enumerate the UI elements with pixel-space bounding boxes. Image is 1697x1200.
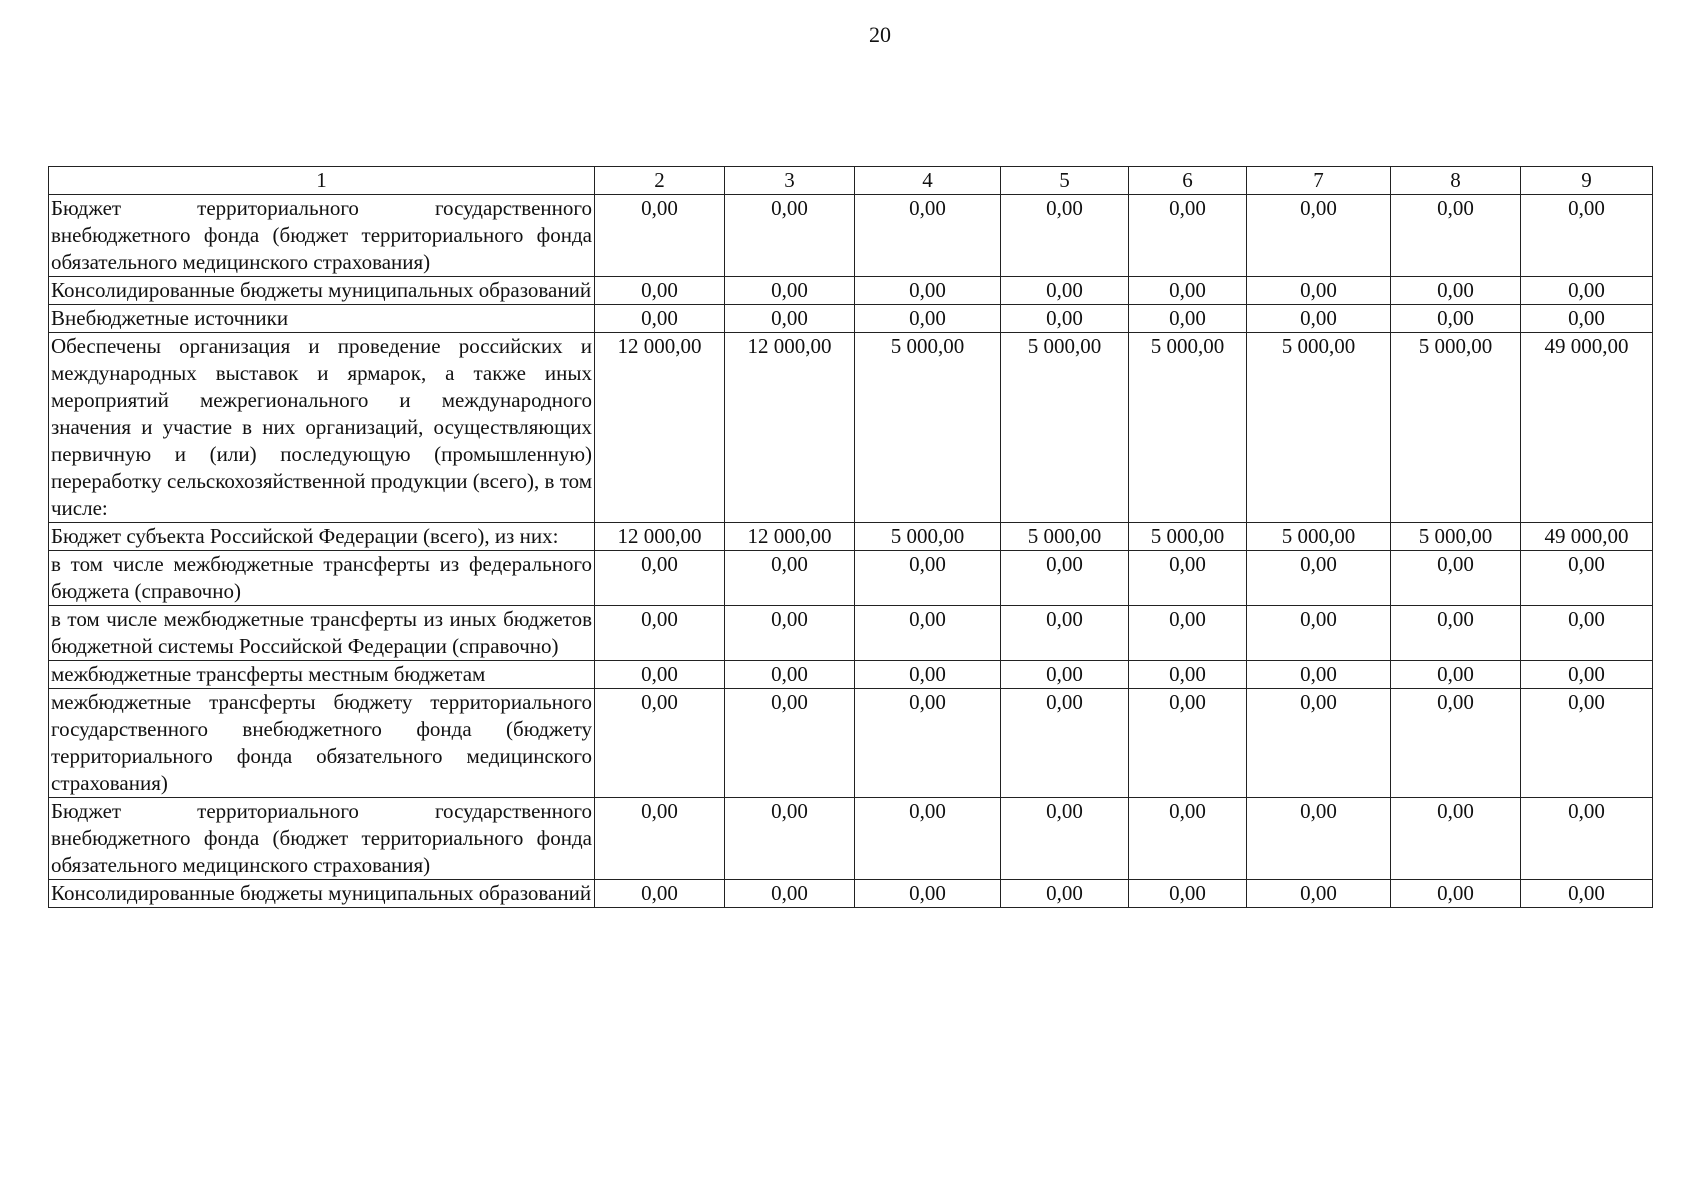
value-cell-col-2: 0,00 xyxy=(595,689,725,798)
table-row xyxy=(49,689,1653,798)
value-cell-col-6: 0,00 xyxy=(1129,661,1247,689)
value-cell-col-5: 0,00 xyxy=(1001,689,1129,798)
value-cell-col-9: 0,00 xyxy=(1521,305,1653,333)
table-body xyxy=(49,195,1653,908)
value-cell-col-8: 0,00 xyxy=(1391,277,1521,305)
value-cell-col-8: 0,00 xyxy=(1391,195,1521,277)
value-cell-col-3: 0,00 xyxy=(725,661,855,689)
row-label: Бюджет субъекта Российской Федерации (всего), из них: xyxy=(49,523,595,551)
column-header-1: 1 xyxy=(49,167,595,195)
column-header-2: 2 xyxy=(595,167,725,195)
table-row xyxy=(49,523,1653,551)
value-cell-col-6: 0,00 xyxy=(1129,551,1247,606)
value-cell-col-4: 5 000,00 xyxy=(855,333,1001,523)
value-cell-col-3: 0,00 xyxy=(725,689,855,798)
table-header-row xyxy=(49,167,1653,195)
table-row xyxy=(49,606,1653,661)
value-cell-col-5: 0,00 xyxy=(1001,606,1129,661)
table-row xyxy=(49,880,1653,908)
value-cell-col-5: 0,00 xyxy=(1001,277,1129,305)
row-label: в том числе межбюджетные трансферты из федерального бюджета (справочно) xyxy=(49,551,595,606)
budget-table xyxy=(48,166,1653,908)
page-number: 20 xyxy=(869,22,891,47)
value-cell-col-9: 49 000,00 xyxy=(1521,333,1653,523)
value-cell-col-4: 0,00 xyxy=(855,195,1001,277)
value-cell-col-6: 5 000,00 xyxy=(1129,523,1247,551)
value-cell-col-9: 0,00 xyxy=(1521,880,1653,908)
value-cell-col-7: 0,00 xyxy=(1247,880,1391,908)
value-cell-col-8: 0,00 xyxy=(1391,606,1521,661)
value-cell-col-3: 12 000,00 xyxy=(725,333,855,523)
value-cell-col-2: 0,00 xyxy=(595,195,725,277)
row-label: Обеспечены организация и проведение российских и международных выставок и ярмарок, а также иных мероприятий межрегионального и международного значения и участие в них организаций, осуществляющих первичную и (или) последующую (промышленную) переработку сельскохозяйственной продукции (всего), в том числе: xyxy=(49,333,595,523)
value-cell-col-9: 0,00 xyxy=(1521,551,1653,606)
value-cell-col-2: 0,00 xyxy=(595,606,725,661)
value-cell-col-3: 0,00 xyxy=(725,551,855,606)
table-row xyxy=(49,798,1653,880)
value-cell-col-3: 0,00 xyxy=(725,195,855,277)
value-cell-col-7: 0,00 xyxy=(1247,661,1391,689)
value-cell-col-7: 0,00 xyxy=(1247,689,1391,798)
value-cell-col-6: 0,00 xyxy=(1129,689,1247,798)
column-header-8: 8 xyxy=(1391,167,1521,195)
column-header-3: 3 xyxy=(725,167,855,195)
value-cell-col-6: 5 000,00 xyxy=(1129,333,1247,523)
value-cell-col-9: 0,00 xyxy=(1521,195,1653,277)
value-cell-col-9: 0,00 xyxy=(1521,277,1653,305)
value-cell-col-4: 0,00 xyxy=(855,305,1001,333)
value-cell-col-8: 5 000,00 xyxy=(1391,333,1521,523)
value-cell-col-5: 0,00 xyxy=(1001,551,1129,606)
column-header-6: 6 xyxy=(1129,167,1247,195)
table-row xyxy=(49,661,1653,689)
value-cell-col-6: 0,00 xyxy=(1129,305,1247,333)
value-cell-col-7: 5 000,00 xyxy=(1247,523,1391,551)
value-cell-col-8: 0,00 xyxy=(1391,689,1521,798)
value-cell-col-3: 0,00 xyxy=(725,305,855,333)
value-cell-col-7: 0,00 xyxy=(1247,195,1391,277)
value-cell-col-3: 0,00 xyxy=(725,277,855,305)
value-cell-col-8: 0,00 xyxy=(1391,305,1521,333)
column-header-4: 4 xyxy=(855,167,1001,195)
value-cell-col-2: 0,00 xyxy=(595,798,725,880)
value-cell-col-2: 0,00 xyxy=(595,661,725,689)
value-cell-col-5: 0,00 xyxy=(1001,880,1129,908)
value-cell-col-3: 0,00 xyxy=(725,880,855,908)
value-cell-col-8: 0,00 xyxy=(1391,551,1521,606)
value-cell-col-2: 0,00 xyxy=(595,880,725,908)
value-cell-col-7: 0,00 xyxy=(1247,606,1391,661)
value-cell-col-5: 5 000,00 xyxy=(1001,333,1129,523)
value-cell-col-4: 0,00 xyxy=(855,798,1001,880)
row-label: Консолидированные бюджеты муниципальных образований xyxy=(49,277,595,305)
value-cell-col-3: 0,00 xyxy=(725,606,855,661)
value-cell-col-4: 5 000,00 xyxy=(855,523,1001,551)
value-cell-col-8: 0,00 xyxy=(1391,880,1521,908)
value-cell-col-9: 0,00 xyxy=(1521,689,1653,798)
column-header-9: 9 xyxy=(1521,167,1653,195)
value-cell-col-7: 0,00 xyxy=(1247,277,1391,305)
value-cell-col-2: 0,00 xyxy=(595,305,725,333)
column-header-7: 7 xyxy=(1247,167,1391,195)
table-row xyxy=(49,277,1653,305)
value-cell-col-2: 12 000,00 xyxy=(595,333,725,523)
value-cell-col-2: 12 000,00 xyxy=(595,523,725,551)
row-label: Внебюджетные источники xyxy=(49,305,595,333)
value-cell-col-3: 12 000,00 xyxy=(725,523,855,551)
value-cell-col-2: 0,00 xyxy=(595,551,725,606)
value-cell-col-8: 5 000,00 xyxy=(1391,523,1521,551)
value-cell-col-3: 0,00 xyxy=(725,798,855,880)
table-row xyxy=(49,551,1653,606)
value-cell-col-8: 0,00 xyxy=(1391,661,1521,689)
row-label: Консолидированные бюджеты муниципальных образований xyxy=(49,880,595,908)
value-cell-col-6: 0,00 xyxy=(1129,195,1247,277)
value-cell-col-8: 0,00 xyxy=(1391,798,1521,880)
value-cell-col-6: 0,00 xyxy=(1129,798,1247,880)
table-row xyxy=(49,305,1653,333)
value-cell-col-7: 0,00 xyxy=(1247,798,1391,880)
value-cell-col-9: 0,00 xyxy=(1521,661,1653,689)
value-cell-col-7: 0,00 xyxy=(1247,551,1391,606)
value-cell-col-5: 0,00 xyxy=(1001,798,1129,880)
table-row xyxy=(49,195,1653,277)
value-cell-col-7: 5 000,00 xyxy=(1247,333,1391,523)
value-cell-col-4: 0,00 xyxy=(855,689,1001,798)
value-cell-col-5: 0,00 xyxy=(1001,661,1129,689)
value-cell-col-9: 49 000,00 xyxy=(1521,523,1653,551)
value-cell-col-2: 0,00 xyxy=(595,277,725,305)
value-cell-col-5: 5 000,00 xyxy=(1001,523,1129,551)
row-label: межбюджетные трансферты местным бюджетам xyxy=(49,661,595,689)
value-cell-col-6: 0,00 xyxy=(1129,277,1247,305)
value-cell-col-4: 0,00 xyxy=(855,551,1001,606)
value-cell-col-4: 0,00 xyxy=(855,661,1001,689)
row-label: Бюджет территориального государственного внебюджетного фонда (бюджет территориального фонда обязательного медицинского страхования) xyxy=(49,798,595,880)
value-cell-col-9: 0,00 xyxy=(1521,606,1653,661)
value-cell-col-6: 0,00 xyxy=(1129,880,1247,908)
value-cell-col-4: 0,00 xyxy=(855,277,1001,305)
value-cell-col-4: 0,00 xyxy=(855,880,1001,908)
value-cell-col-4: 0,00 xyxy=(855,606,1001,661)
row-label: Бюджет территориального государственного внебюджетного фонда (бюджет территориального фонда обязательного медицинского страхования) xyxy=(49,195,595,277)
value-cell-col-5: 0,00 xyxy=(1001,305,1129,333)
value-cell-col-9: 0,00 xyxy=(1521,798,1653,880)
row-label: межбюджетные трансферты бюджету территориального государственного внебюджетного фонда (бюджету территориального фонда обязательного медицинского страхования) xyxy=(49,689,595,798)
column-header-5: 5 xyxy=(1001,167,1129,195)
row-label: в том числе межбюджетные трансферты из иных бюджетов бюджетной системы Российской Федерации (справочно) xyxy=(49,606,595,661)
table-row xyxy=(49,333,1653,523)
value-cell-col-7: 0,00 xyxy=(1247,305,1391,333)
value-cell-col-5: 0,00 xyxy=(1001,195,1129,277)
value-cell-col-6: 0,00 xyxy=(1129,606,1247,661)
